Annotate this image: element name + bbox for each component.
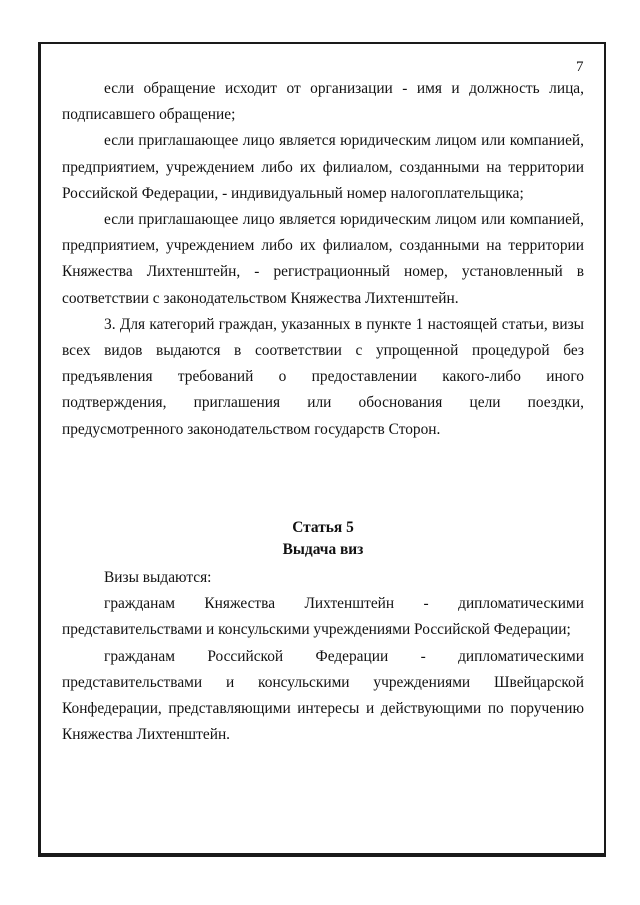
article-item-russia: гражданам Российской Федерации - дипломатическими представительствами и консульскими учреждениями Швейцарской Конфедерации, представляющими интересы и действующими по поручению Княжества Лихтенштейн. (62, 647, 584, 744)
page-number: 7 (576, 59, 584, 75)
article-item-liechtenstein: гражданам Княжества Лихтенштейн - дипломатическими представительствами и консульскими учреждениями Российской Федерации; (62, 595, 584, 639)
paragraph-organization-name: если обращение исходит от организации - имя и должность лица, подписавшего обращение; (62, 80, 584, 124)
paragraph-tax-number: если приглашающее лицо является юридическим лицом или компанией, предприятием, учреждением либо их филиалом, созданными на территории Российской Федерации, - индивидуальный номер налогоплательщика; (62, 132, 584, 202)
article-number: Статья 5 (292, 519, 354, 536)
document-body-top (62, 76, 584, 443)
article-5-section (62, 517, 584, 748)
article-intro: Визы выдаются: (104, 569, 212, 586)
paragraph-point-3: 3. Для категорий граждан, указанных в пункте 1 настоящей статьи, визы всех видов выдаются в соответствии с упрощенной процедурой без предъявления требований о предоставлении какого-либо иного подтверждения, приглашения или обоснования цели поездки, предусмотренного законодательством государств Сторон. (62, 315, 584, 438)
paragraph-registration-number: если приглашающее лицо является юридическим лицом или компанией, предприятием, учреждением либо их филиалом, созданными на территории Княжества Лихтенштейн, - регистрационный номер, установленный в соответствии с законодательством Княжества Лихтенштейн. (62, 211, 584, 307)
article-title: Выдача виз (282, 541, 364, 558)
